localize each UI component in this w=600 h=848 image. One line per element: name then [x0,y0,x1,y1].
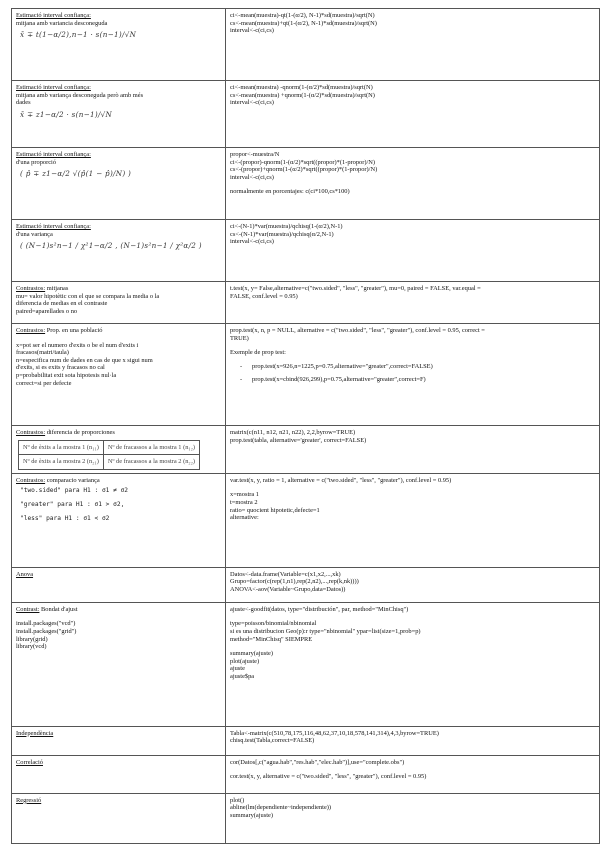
code-line: interval<-c(ci,cs) [230,238,274,246]
topic-title: Estimació interval confiança: [16,151,91,158]
example-bullet: - prop.test(x=cbind(926,299),p=0.75,alternative="greater",correct=F) [230,376,595,384]
topic-cell [12,220,226,282]
topic-cell [12,567,226,602]
code-line: cs<-mean(muestra)+qt(1-(α/2), N-1)*sd(muestra)/sqrt(N) [230,19,377,27]
topic-heading [16,84,221,92]
code-line: ANOVA<-aov(Variable~Grupo,data=Datos)) [230,585,346,593]
code-line: Tabla<-matrix(c(510,78,175,116,48,62,37,10,18,578,141,314),4,3,byrow=TRUE) [230,729,439,737]
topic-cell [12,755,226,793]
topic-title: Contrastos: [16,285,46,292]
table-row [12,473,600,567]
topic-line: paired=aparellades o no [16,307,78,315]
topic-cell [12,602,226,726]
topic-line: library(vcd) [16,643,47,651]
code-line [230,613,595,620]
topic-title: Contrastos: [16,429,46,436]
code-cell [226,282,600,324]
formula-image: ( p̂ ∓ z1−α/2 √(p̂(1 − p̂)/N) ) [20,169,132,179]
topic-subtitle: diferencia de proporciones [45,429,115,436]
table-row [12,81,600,148]
topic-subtitle: comparacio variança [45,476,100,484]
topic-cell [12,726,226,755]
proportion-table-cell: Nº de fracassos a la mostra 1 (n₁₂) [103,440,199,455]
topic-subtitle: mitjanas [45,285,69,292]
example-bullet: - prop.test(x=926,n=1225,p=0.75,alternative="greater",correct=FALSE) [230,363,595,371]
topic-heading [16,151,221,159]
code-line: interval<-c(ci,cs) [230,27,274,35]
code-cell [226,793,600,843]
topic-line [16,335,221,342]
topic-cell [12,324,226,426]
topic-line: fracasos(matri/taula) [16,349,69,357]
topic-line: x=pot ser el numero d'exits o be el num d'exits i [16,341,139,349]
proportion-table-cell: Nº de fracassos a la mostra 2 (n₂₂) [103,455,199,470]
topic-title: Estimació interval confiança: [16,223,91,230]
code-line: ajuste$pa [230,672,255,680]
code-cell [226,755,600,793]
topic-line: d'una variança [16,230,53,238]
code-line: ajuste [230,665,245,673]
code-line: summary(ajuste) [230,811,273,819]
code-line: TRUE) [230,334,249,342]
code-cell [226,9,600,81]
code-line: var.test(x, y, ratio = 1, alternative = c("two.sided", "less", "greater"), conf.level = 0.95) [230,476,452,484]
formula-image: x̄ ∓ t(1−α/2),n−1 · s(n−1)/√N [20,30,137,40]
code-line: ratio= quocient hipotetic,defecte=1 [230,506,320,514]
table-row [12,602,600,726]
code-line: cor.test(x, y, alternative = c("two.sided", "less", "greater"), conf.level = 0.95) [230,773,427,781]
proportion-table-row [19,440,200,455]
topic-line: install.packages("vcd") [16,620,76,628]
code-line: cs<-(propor)+qnorm(1-(α/2)*sqrt((propor)*(1-propor)/N) [230,166,378,174]
table-row [12,793,600,843]
topic-subtitle: Prop. en una població [45,327,103,334]
code-cell [226,602,600,726]
topic-line: correct=si per defecte [16,379,72,387]
code-line: prop.test(x, n, p = NULL, alternative = c("two.sided", "less", "greater"), conf.level = 0.95, correct = [230,327,485,334]
table-row [12,426,600,474]
topic-heading [16,327,221,335]
topic-line: d'exits, si es exits y fracasos no cal [16,364,105,372]
topic-cell [12,148,226,220]
table-row [12,755,600,793]
topic-line: library(grid) [16,635,48,643]
table-row [12,324,600,426]
code-line [230,643,595,650]
topic-subtitle: Bondat d'ajust [39,605,78,613]
topic-line: p=probabilitat exit sota hipotesis nul·la [16,371,117,379]
code-line: plot() [230,796,245,804]
proportion-table [18,440,200,470]
code-line: method="MinChisq" SIEMPRE [230,635,313,643]
topic-title: Contrastos: [16,327,46,334]
code-line: Grupo=factor(c(rep(1,n1),rep(2,n2),...,rep(k,nk)))) [230,578,359,586]
code-line: interval<-c(ci,cs) [230,99,274,107]
topic-title: Estimació interval confiança: [16,84,91,91]
proportion-table-cell: Nº de èxits a la mostra 2 (n₂₁) [19,455,104,470]
topic-line: mu= valor hipotètic con el que se compara la media o la [16,292,160,300]
code-cell [226,567,600,602]
code-line [230,766,595,773]
topic-heading [16,797,221,805]
topic-line: mitjana amb variancia desconeguda [16,19,108,27]
alternative-formula: "greater" para H1 : σ1 > σ2, [20,500,125,508]
code-line: type=poisson/binomial/nbinomial [230,620,317,628]
table-row [12,726,600,755]
alternative-formula: "two.sided" para H1 : σ1 ≠ σ2 [20,487,129,495]
topic-heading [16,223,221,231]
formula-image: x̄ ∓ z1−α/2 · s(n−1)/√N [20,109,113,119]
topic-heading [16,730,221,738]
code-cell [226,473,600,567]
code-line: t.test(x, y= False,alternative=c("two.sided", "less", "greater"), mu=0, paired = FALSE, var.equal = [230,285,481,292]
code-line [230,181,595,188]
formula-sheet-table [11,8,600,844]
code-cell [226,148,600,220]
topic-heading [16,571,221,579]
formula-image: ( (N−1)s²n−1 / χ²1−α/2 , (N−1)s²n−1 / χ²α/2 ) [20,241,202,251]
code-cell [226,81,600,148]
code-line: plot(ajuste) [230,657,260,665]
topic-heading [16,429,221,437]
topic-line: mitjana amb variança desconeguda però amb més [16,91,144,99]
code-line: cs<-(N-1)*var(muestra)/qchisq(α/2,N-1) [230,230,334,238]
topic-title: Regressió [16,796,42,804]
code-cell [226,324,600,426]
code-line: propor<-muestra/N [230,151,280,158]
code-line: alternative: [230,514,259,522]
code-line: FALSE, conf.level = 0.95) [230,292,298,300]
topic-cell [12,473,226,567]
code-line: x=mostra 1 [230,491,259,499]
code-line: normalmente en porcentajes: c(ci*100,cs*100) [230,188,350,196]
code-cell [226,220,600,282]
code-line: Exemple de prop test: [230,349,286,357]
code-line: chisq.test(Tabla,correct=FALSE) [230,737,315,745]
code-line: ci<-(propor)-qnorm(1-(α/2)*sqrt((propor)*(1-propor)/N) [230,158,376,166]
table-row [12,9,600,81]
proportion-table-cell: Nº de èxits a la mostra 1 (n₁₁) [19,440,104,455]
topic-heading [16,12,221,20]
topic-title: Independència [16,729,54,737]
code-line: matrix(c(n11, n12, n21, n22), 2,2,byrow=TRUE) [230,429,356,436]
topic-line [16,613,221,620]
topic-title: Correlació [16,758,43,766]
code-line: ci<-mean(muestra) -qnorm(1-(α/2)*sd(muestra)/sqrt(N) [230,84,373,91]
code-line: cor(Datos[,c("agua.hab","res.hab","elec.hab")],use="complete.obs") [230,758,405,766]
code-line: prop.test(tabla, alternative='greater', correct=FALSE) [230,436,367,444]
proportion-table-row [19,455,200,470]
table-row [12,220,600,282]
topic-title: Estimació interval confiança: [16,12,91,19]
code-line: summary(ajuste) [230,650,273,658]
code-line: abline(lm(dependiente~independiente)) [230,804,332,812]
alternative-formula: "less" para H1 : σ1 < σ2 [20,514,110,522]
code-cell [226,426,600,474]
topic-line: install.packages("grid") [16,627,77,635]
topic-cell [12,9,226,81]
code-cell [226,726,600,755]
code-line: interval<-c(ci,cs) [230,173,274,181]
topic-heading [16,477,221,485]
topic-cell [12,793,226,843]
topic-heading [16,606,221,614]
topic-line: dades [16,99,31,107]
topic-title: Contrastos: [16,476,46,484]
topic-line: diferencia de medias en el contraste [16,300,108,308]
topic-cell [12,282,226,324]
topic-line: n=especifica num de dades en cas de que x sigui num [16,356,153,364]
code-line: t=mostra 2 [230,498,258,506]
topic-heading [16,285,221,293]
code-line [230,484,595,491]
code-line [230,342,595,349]
topic-title: Anova [16,570,34,578]
topic-cell [12,426,226,474]
code-line: ci<-mean(muestra)-qt(1-(α/2), N-1)*sd(muestra)/sqrt(N) [230,12,375,19]
code-line: ajuste<-goodfit(datos, type="distribución", par, method="MinChisq") [230,605,409,613]
code-line: Datos<-data.frame(Variable=c(x1,x2,...,xk) [230,570,341,578]
table-row [12,282,600,324]
table-row [12,148,600,220]
topic-heading [16,759,221,767]
code-line: si es una distribucion Geo(p):r type="nbinomial" ypar=list(size=1,prob=p) [230,627,421,635]
code-line: ci<-(N-1)*var(muestra)/qchisq(1-(α/2),N-1) [230,223,343,230]
topic-cell [12,81,226,148]
code-line: cs<-mean(muestra) +qnorm(1-(α/2)*sd(muestra)/sqrt(N) [230,91,375,99]
topic-title: Contrast: [16,605,40,613]
table-row [12,567,600,602]
topic-line: d'una proporció [16,158,57,166]
